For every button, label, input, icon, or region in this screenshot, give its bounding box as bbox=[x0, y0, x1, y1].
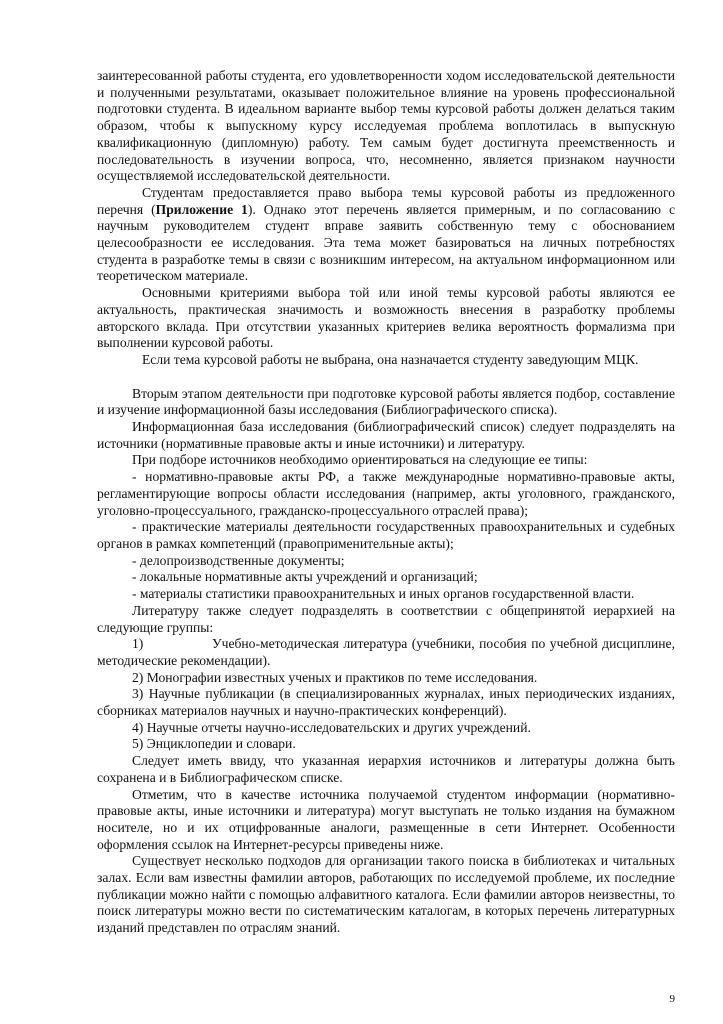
document-page bbox=[97, 68, 675, 937]
paragraph-6: Информационная база исследования (библиографический список) следует подразделять на источники (нормативные правовые акты и иные источники) и литературу. bbox=[97, 419, 675, 451]
paragraph-3: Основными критериями выбора той или иной темы курсовой работы являются ее актуальность, практическая значимость и возможность внесения в разработку проблемы авторского вклада. При отсутствии указанных критериев велика вероятность формализма при выполнении курсовой работы. bbox=[97, 285, 675, 351]
paragraph-19: Следует иметь ввиду, что указанная иерархия источников и литературы должна быть сохранена и в Библиографическом списке. bbox=[97, 753, 675, 785]
paragraph-1: заинтересованной работы студента, его удовлетворенности ходом исследовательской деятельности и полученными результатами, оказывает положительное влияние на уровень профессиональной подготовки студента. В идеальном варианте выбор темы курсовой работы должен делаться таким образом, чтобы к выпускному курсу исследуемая проблема воплотилась в выпускную квалификационную (дипломную) работу. Тем самым будет достигнута преемственность и последовательность в изучении вопроса, что, несомненно, является признаком научности осуществляемой исследовательской деятельности. bbox=[97, 68, 675, 184]
list-item-2: - практические материалы деятельности государственных правоохранительных и судебных органов в рамках компетенций (правоприменительные акты); bbox=[97, 519, 675, 551]
paragraph-13: Литературу также следует подразделять в соответствии с общепринятой иерархией на следующие группы: bbox=[97, 602, 675, 635]
appendix-reference: Приложение 1 bbox=[155, 201, 248, 217]
numbered-item-4: 4) Научные отчеты научно-исследовательских и других учреждений. bbox=[132, 719, 531, 735]
numbered-item-5: 5) Энциклопедии и словари. bbox=[132, 736, 296, 752]
paragraph-5: Вторым этапом деятельности при подготовке курсовой работы является подбор, составление и изучение информационной базы исследования (Библиографического списка). bbox=[97, 385, 675, 418]
numbered-item-1-text: Учебно-методическая литература (учебники, пособия по учебной дисциплине, методические рекомендации). bbox=[97, 636, 675, 668]
numbered-item-1-number: 1) bbox=[132, 636, 144, 652]
numbered-item-1 bbox=[97, 636, 675, 669]
paragraph-2-start: Студентам предоставляется право выбора темы курсовой работы из предложенного перечня ( bbox=[97, 184, 675, 217]
numbered-item-3: 3) Научные публикации (в специализированных журналах, иных периодических изданиях, сборниках материалов научных и научно-практических конференций). bbox=[97, 686, 675, 719]
paragraph-20: Отметим, что в качестве источника получаемой студентом информации (нормативно-правовые акты, иные источники и литература) могут выступать не только издания на бумажном носителе, но и их отцифрованные аналоги, размещенные в сети Интернет. Особенности оформления ссылок на Интернет-ресурсы приведены ниже. bbox=[97, 786, 675, 852]
list-item-5: - материалы статистики правоохранительных и иных органов государственной власти. bbox=[132, 586, 635, 602]
paragraph-2 bbox=[97, 185, 675, 285]
list-item-4: - локальные нормативные акты учреждений и организаций; bbox=[132, 569, 478, 585]
list-item-1: - нормативно-правовые акты РФ, а также международные нормативно-правовые акты, регламентирующие вопросы области исследования (например, акты уголовного, гражданского, уголовно-процессуального, гражданско-процессуального отраслей права); bbox=[97, 469, 675, 518]
page-number: 9 bbox=[669, 993, 675, 1005]
paragraph-2-end: ). Однако этот перечень является примерным, и по согласованию с научным руководителем студент вправе заявить собственную тему с обоснованием целесообразности ее исследования. Эта тема может базироваться на личных потребностях студента в разработке темы в связи с возникшим интересом, на актуальном информационном или теоретическом материале. bbox=[97, 201, 675, 284]
paragraph-4: Если тема курсовой работы не выбрана, она назначается студенту заведующим МЦК. bbox=[142, 351, 639, 367]
paragraph-7: При подборе источников необходимо ориентироваться на следующие ее типы: bbox=[132, 452, 588, 468]
paragraph-gap bbox=[97, 369, 675, 386]
paragraph-21: Существует несколько подходов для организации такого поиска в библиотеках и читальных залах. Если вам известны фамилии авторов, работающих по исследуемой проблеме, их последние публикации можно найти с помощью алфавитного каталога. Если фамилии авторов неизвестны, то поиск литературы можно вести по систематическим каталогам, в которых перечень литературных изданий представлен по отраслям знаний. bbox=[97, 853, 675, 936]
list-item-3: - делопроизводственные документы; bbox=[132, 552, 345, 568]
numbered-item-2: 2) Монографии известных ученых и практиков по теме исследования. bbox=[132, 669, 538, 685]
